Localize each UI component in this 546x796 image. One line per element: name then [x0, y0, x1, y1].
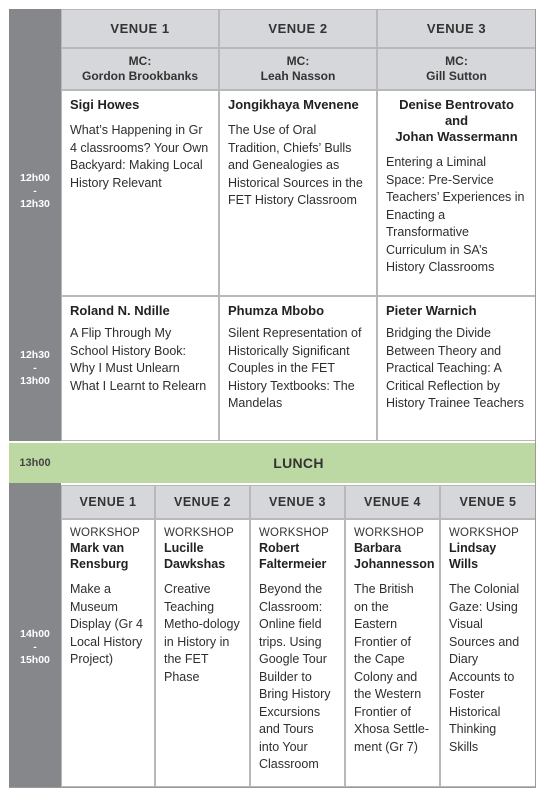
session-cell — [219, 296, 377, 441]
workshop-label: WORKSHOP — [449, 527, 519, 539]
mc-venue-3 — [377, 48, 536, 90]
talk-title: Silent Representation of Historically Significant Couples in the FET History Textbooks: The Mandelas — [228, 326, 362, 410]
speaker-name: Phumza Mbobo — [228, 303, 325, 318]
talk-title: Bridging the Divide Between Theory and Practical Teaching: A Critical Reflection by History Trainee Teachers — [386, 326, 525, 410]
session-cell — [219, 90, 377, 296]
talk-title: Beyond the Classroom: Online field trips. Using Google Tour Builder to Bring History Excursions and Tours into Your Classroom — [259, 582, 331, 771]
frame-border — [9, 787, 536, 788]
mc-venue-1 — [61, 48, 219, 90]
speaker-name: Robert Faltermeier — [259, 541, 327, 571]
workshop-cell — [155, 519, 250, 787]
speaker-name: Denise Bentrovato and Johan Wassermann — [395, 97, 518, 144]
session-cell — [377, 90, 536, 296]
speaker-name: Mark van Rensburg — [70, 541, 129, 571]
talk-title: Entering a Liminal Space: Pre-Service Teachers’ Experiences in Enacting a Transformative Curriculum in SA’s History Classrooms — [386, 155, 525, 274]
lunch-time: 13h00 — [9, 443, 61, 483]
workshop-venue-4-header: VENUE 4 — [345, 485, 440, 519]
workshop-venue-5-header: VENUE 5 — [440, 485, 536, 519]
talk-title: What’s Happening in Gr 4 classrooms? Your Own Backyard: Making Local History Relevant — [70, 123, 209, 190]
talk-title: Make a Museum Display (Gr 4 Local History Project) — [70, 582, 143, 666]
speaker-name: Lucille Dawkshas — [164, 541, 226, 571]
mc-name: Gordon Brookbanks — [81, 69, 198, 83]
mc-name: Leah Nasson — [260, 69, 336, 83]
time-slot-1: 12h00 - 12h30 — [20, 172, 50, 210]
speaker-name: Pieter Warnich — [386, 303, 477, 318]
mc-name: Gill Sutton — [426, 69, 487, 83]
talk-title: The Use of Oral Tradition, Chiefs’ Bulls and Genealogies as Historical Sources in the FET History Classroom — [228, 123, 363, 207]
session-cell — [61, 296, 219, 441]
speaker-name: Roland N. Ndille — [70, 303, 170, 318]
time-slot-3: 14h00 - 15h00 — [20, 628, 50, 666]
speaker-name: Jongikhaya Mvenene — [228, 97, 359, 112]
workshop-label: WORKSHOP — [164, 527, 234, 539]
speaker-name: Sigi Howes — [70, 97, 140, 112]
workshop-cell — [345, 519, 440, 787]
talk-title: The British on the Eastern Frontier of the Cape Colony and the Western Frontier of Xhosa Settle-ment (Gr 7) — [354, 582, 430, 754]
venue-2-header: VENUE 2 — [219, 9, 377, 48]
workshop-label: WORKSHOP — [70, 527, 140, 539]
workshop-label: WORKSHOP — [354, 527, 424, 539]
speaker-name: Barbara Johannesson — [354, 541, 435, 571]
workshop-label: WORKSHOP — [259, 527, 329, 539]
workshop-venue-2-header: VENUE 2 — [155, 485, 250, 519]
lunch-row — [9, 443, 536, 483]
time-column-band — [9, 9, 61, 788]
frame-border — [535, 9, 536, 788]
workshop-venue-1-header: VENUE 1 — [61, 485, 155, 519]
venue-3-header: VENUE 3 — [377, 9, 536, 48]
workshop-cell — [250, 519, 345, 787]
session-cell — [377, 296, 536, 441]
workshop-cell — [61, 519, 155, 787]
session-cell — [61, 90, 219, 296]
talk-title: The Colonial Gaze: Using Visual Sources and Diary Accounts to Foster Historical Thinking Skills — [449, 582, 520, 754]
workshop-cell — [440, 519, 536, 787]
talk-title: Creative Teaching Metho-dology in History in the FET Phase — [164, 582, 240, 684]
talk-title: A Flip Through My School History Book: Why I Must Unlearn What I Learnt to Relearn — [70, 326, 207, 393]
mc-label: MC: — [128, 54, 152, 68]
speaker-name: Lindsay Wills — [449, 541, 497, 571]
lunch-label: LUNCH — [273, 455, 324, 471]
venue-1-header: VENUE 1 — [61, 9, 219, 48]
mc-label: MC: — [286, 54, 310, 68]
time-slot-2: 12h30 - 13h00 — [20, 349, 50, 387]
workshop-venue-3-header: VENUE 3 — [250, 485, 345, 519]
mc-label: MC: — [445, 54, 468, 68]
mc-venue-2 — [219, 48, 377, 90]
